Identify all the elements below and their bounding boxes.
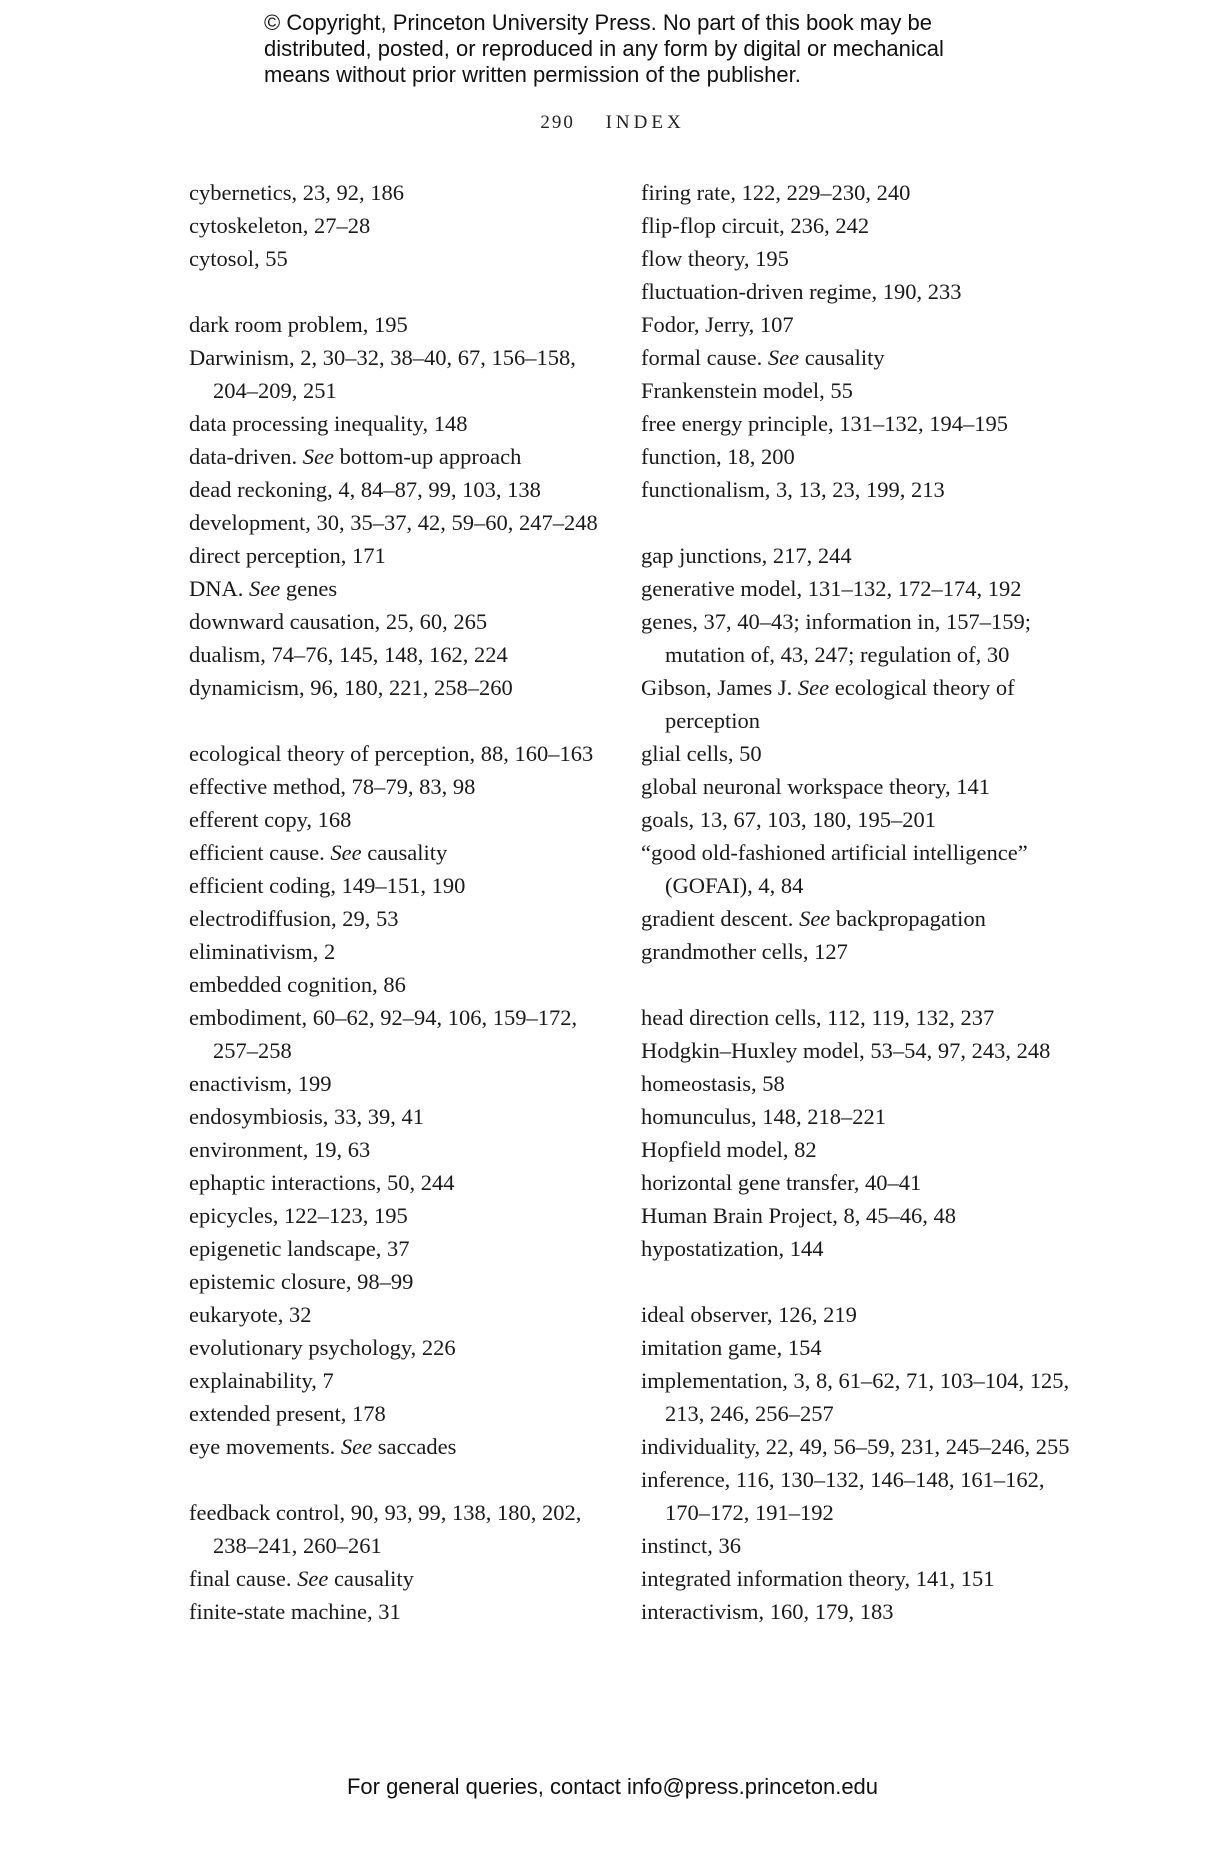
index-entry: homunculus, 148, 218–221	[641, 1104, 886, 1129]
see-reference: See	[797, 675, 830, 700]
cross-reference-target: causality	[328, 1566, 414, 1591]
section-gap	[189, 1463, 619, 1496]
index-entry: firing rate, 122, 229–230, 240	[641, 180, 911, 205]
index-entry: global neuronal workspace theory, 141	[641, 774, 991, 799]
index-entry	[189, 1430, 619, 1463]
entry-term: Gibson, James J.	[641, 675, 798, 700]
see-reference: See	[302, 444, 334, 469]
index-entry: efferent copy, 168	[189, 807, 352, 832]
index-entry: feedback control, 90, 93, 99, 138, 180, 202, 238–241, 260–261	[189, 1500, 582, 1558]
index-entry: endosymbiosis, 33, 39, 41	[189, 1104, 425, 1129]
index-entry: eukaryote, 32	[189, 1302, 312, 1327]
index-entry: functionalism, 3, 13, 23, 199, 213	[641, 477, 945, 502]
index-entry: extended present, 178	[189, 1401, 386, 1426]
index-entry: embodiment, 60–62, 92–94, 106, 159–172, 257–258	[189, 1005, 578, 1063]
see-reference: See	[330, 840, 362, 865]
index-entry: enactivism, 199	[189, 1071, 332, 1096]
index-entry: cytoskeleton, 27–28	[189, 213, 371, 238]
index-entry: development, 30, 35–37, 42, 59–60, 247–248	[189, 510, 598, 535]
index-entry	[641, 902, 1071, 935]
index-column-left	[189, 176, 619, 1628]
index-entry: dark room problem, 195	[189, 312, 408, 337]
index-entry: Darwinism, 2, 30–32, 38–40, 67, 156–158, 204–209, 251	[189, 345, 576, 403]
index-entry: dynamicism, 96, 180, 221, 258–260	[189, 675, 513, 700]
index-column-right	[641, 176, 1071, 1628]
index-entry: Fodor, Jerry, 107	[641, 312, 794, 337]
index-entry: epistemic closure, 98–99	[189, 1269, 414, 1294]
index-entry: epigenetic landscape, 37	[189, 1236, 410, 1261]
index-entry: fluctuation-driven regime, 190, 233	[641, 279, 962, 304]
entry-term: efficient cause.	[189, 840, 331, 865]
index-entry: ideal observer, 126, 219	[641, 1302, 857, 1327]
page-title: INDEX	[605, 112, 685, 133]
index-entry: embedded cognition, 86	[189, 972, 406, 997]
index-entry: direct perception, 171	[189, 543, 386, 568]
entry-term: formal cause.	[641, 345, 768, 370]
index-entry: dualism, 74–76, 145, 148, 162, 224	[189, 642, 508, 667]
see-reference: See	[799, 906, 831, 931]
section-gap	[189, 275, 619, 308]
index-entry: electrodiffusion, 29, 53	[189, 906, 399, 931]
cross-reference-target: causality	[361, 840, 448, 865]
index-entry: environment, 19, 63	[189, 1137, 371, 1162]
see-reference: See	[340, 1434, 373, 1459]
section-gap	[641, 1265, 1071, 1298]
index-entry: hypostatization, 144	[641, 1236, 824, 1261]
entry-term: DNA.	[189, 576, 249, 601]
index-entry: imitation game, 154	[641, 1335, 822, 1360]
index-entry: glial cells, 50	[641, 741, 762, 766]
index-entry	[641, 341, 1071, 374]
index-entry: Frankenstein model, 55	[641, 378, 853, 403]
index-entry: homeostasis, 58	[641, 1071, 785, 1096]
running-head	[0, 112, 1225, 134]
copyright-line: means without prior written permission of the publisher.	[264, 62, 801, 87]
entry-term: gradient descent.	[641, 906, 800, 931]
index-entry	[189, 572, 619, 605]
index-entry: goals, 13, 67, 103, 180, 195–201	[641, 807, 936, 832]
index-entry: eliminativism, 2	[189, 939, 336, 964]
index-entry: downward causation, 25, 60, 265	[189, 609, 488, 634]
index-entry: head direction cells, 112, 119, 132, 237	[641, 1005, 995, 1030]
index-entry: cybernetics, 23, 92, 186	[189, 180, 404, 205]
index-entry: data processing inequality, 148	[189, 411, 468, 436]
index-entry: function, 18, 200	[641, 444, 795, 469]
section-gap	[641, 506, 1071, 539]
index-entry: individuality, 22, 49, 56–59, 231, 245–246, 255	[641, 1434, 1070, 1459]
section-gap	[189, 704, 619, 737]
index-entry	[641, 671, 1071, 737]
index-entry: epicycles, 122–123, 195	[189, 1203, 408, 1228]
index-entry: dead reckoning, 4, 84–87, 99, 103, 138	[189, 477, 541, 502]
index-entry: inference, 116, 130–132, 146–148, 161–162, 170–172, 191–192	[641, 1467, 1045, 1525]
cross-reference-target: causality	[799, 345, 885, 370]
index-entry: Human Brain Project, 8, 45–46, 48	[641, 1203, 956, 1228]
index-entry	[189, 1562, 619, 1595]
see-reference: See	[249, 576, 281, 601]
cross-reference-target: saccades	[372, 1434, 457, 1459]
index-entry: ecological theory of perception, 88, 160–163	[189, 741, 594, 766]
section-gap	[641, 968, 1071, 1001]
index-entry: evolutionary psychology, 226	[189, 1335, 456, 1360]
index-entry: implementation, 3, 8, 61–62, 71, 103–104, 125, 213, 246, 256–257	[641, 1368, 1070, 1426]
cross-reference-target: backpropagation	[830, 906, 986, 931]
index-entry: ephaptic interactions, 50, 244	[189, 1170, 455, 1195]
copyright-notice	[264, 10, 1024, 88]
index-entry: generative model, 131–132, 172–174, 192	[641, 576, 1022, 601]
entry-term: final cause.	[189, 1566, 298, 1591]
index-entry: Hopfield model, 82	[641, 1137, 817, 1162]
index-entry: instinct, 36	[641, 1533, 741, 1558]
index-entry	[189, 836, 619, 869]
index-entry: horizontal gene transfer, 40–41	[641, 1170, 922, 1195]
index-entry: genes, 37, 40–43; information in, 157–159; mutation of, 43, 247; regulation of, 30	[641, 609, 1031, 667]
index-entry: efficient coding, 149–151, 190	[189, 873, 466, 898]
index-entry: explainability, 7	[189, 1368, 334, 1393]
copyright-line: © Copyright, Princeton University Press. No part of this book may be	[264, 10, 932, 35]
index-entry: grandmother cells, 127	[641, 939, 848, 964]
cross-reference-target: bottom-up approach	[333, 444, 522, 469]
index-entry: cytosol, 55	[189, 246, 288, 271]
index-entry: “good old-fashioned artificial intelligence” (GOFAI), 4, 84	[641, 840, 1028, 898]
index-entry: effective method, 78–79, 83, 98	[189, 774, 476, 799]
cross-reference-target: genes	[280, 576, 338, 601]
cross-reference-target: ecological theory of perception	[665, 675, 1015, 733]
entry-term: data-driven.	[189, 444, 303, 469]
index-entry: flow theory, 195	[641, 246, 789, 271]
index-entry: finite-state machine, 31	[189, 1599, 401, 1624]
index-entry: gap junctions, 217, 244	[641, 543, 852, 568]
see-reference: See	[767, 345, 800, 370]
copyright-line: distributed, posted, or reproduced in any form by digital or mechanical	[264, 36, 944, 61]
index-entry: integrated information theory, 141, 151	[641, 1566, 995, 1591]
entry-term: eye movements.	[189, 1434, 341, 1459]
page-number: 290	[540, 112, 575, 133]
index-entry: interactivism, 160, 179, 183	[641, 1599, 894, 1624]
see-reference: See	[297, 1566, 329, 1591]
index-entry	[189, 440, 619, 473]
footer-contact: For general queries, contact info@press.princeton.edu	[346, 1774, 879, 1799]
index-entry: Hodgkin–Huxley model, 53–54, 97, 243, 248	[641, 1038, 1051, 1063]
index-entry: flip-flop circuit, 236, 242	[641, 213, 870, 238]
index-entry: free energy principle, 131–132, 194–195	[641, 411, 1008, 436]
